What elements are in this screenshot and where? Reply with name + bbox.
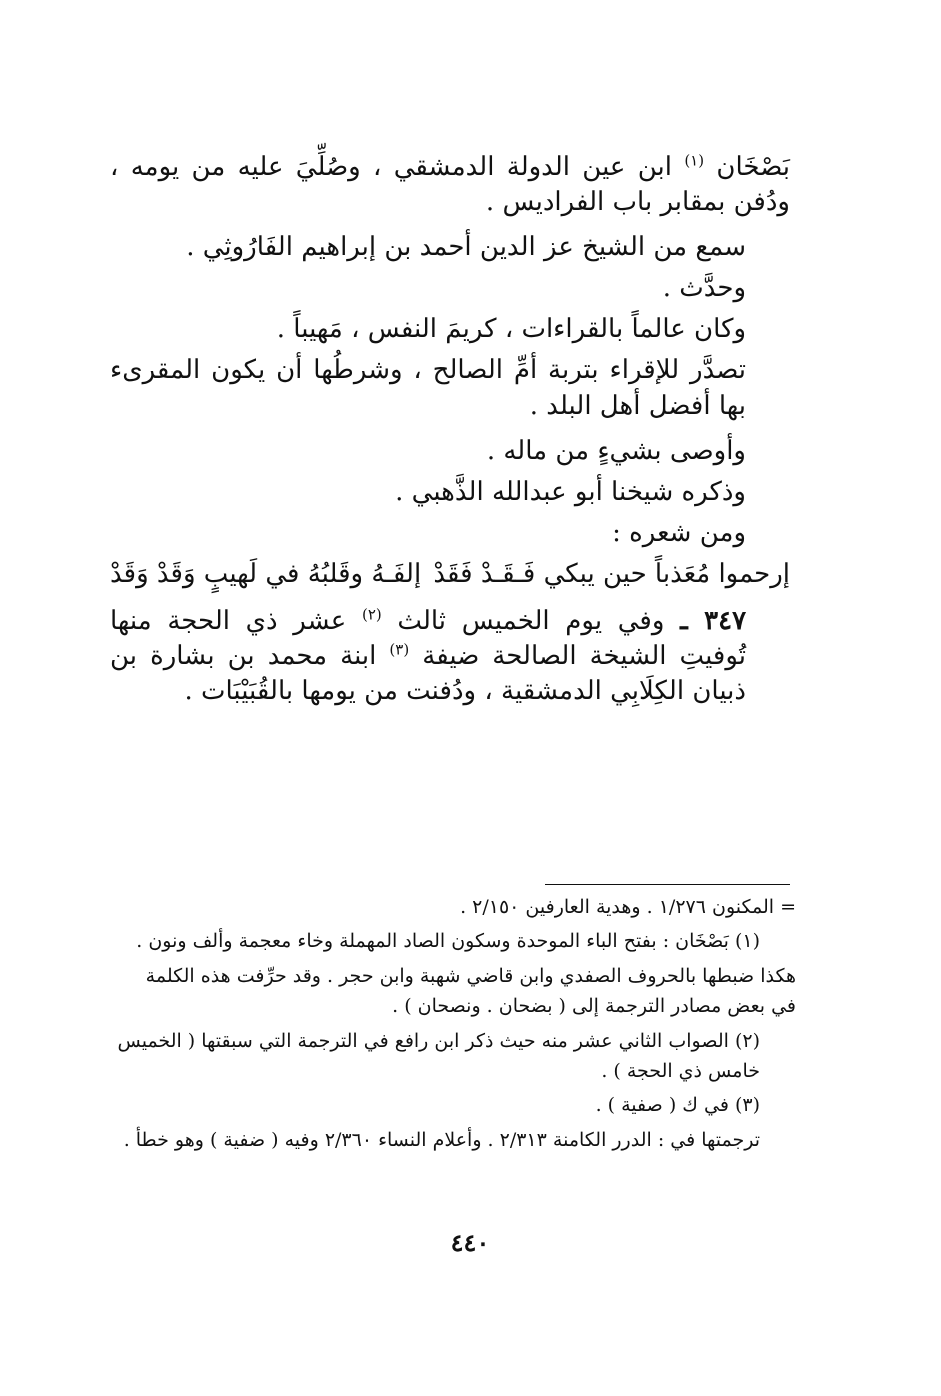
poem-verse (110, 557, 790, 592)
text-span: وفي يوم الخميس ثالث (397, 606, 665, 637)
footnote: = المكنون ١/٢٧٦ . وهدية العارفين ٢/١٥٠ . (460, 896, 796, 918)
footnotes (116, 892, 796, 1159)
footnote-reference: (٢) (361, 605, 382, 624)
text-span: ابنة محمد بن بشارة بن ذبيان الكِلَابِي الدمشقية ، ودُفنت من يومها بالقُبَيْبَات . (110, 641, 746, 707)
paragraph (110, 150, 790, 220)
paragraph: ومن شعره : (612, 517, 746, 548)
paragraph: وكان عالماً بالقراءات ، كريمَ النفس ، مَهيباً . (276, 314, 746, 345)
paragraph: وذكره شيخنا أبو عبدالله الذَّهبي . (395, 476, 746, 507)
paragraph: سمع من الشيخ عز الدين أحمد بن إبراهيم الفَارُوثِي . (186, 232, 746, 263)
poem-first-hemistich: إرحموا مُعَذباً حين يبكي فَـقَـدْ فَقَدْ (433, 558, 790, 589)
footnote: هكذا ضبطها بالحروف الصفدي وابن قاضي شهبة وابن حجر . وقد حرِّفت هذه الكلمة في بعض مصادر الترجمة إلى ( بضحان . ونصحان ) . (145, 964, 796, 1018)
entry-number: ٣٤٧ ـ (680, 606, 747, 637)
footnote: (١) بَصْخَان : بفتح الباء الموحدة وسكون الصاد المهملة وخاء معجمة وألف ونون . (136, 930, 760, 953)
page-number: ٤٤٠ (450, 1228, 490, 1257)
footnote: (٣) في ك ( صفية ) . (595, 1094, 760, 1117)
poem-second-hemistich: إلفَـهُ وقَلبُهُ في لَهيبٍ وَقَدْ وَقَدْ (110, 558, 422, 589)
footnote-separator (545, 884, 790, 885)
footnote: ترجمتها في : الدرر الكامنة ٢/٣١٣ . وأعلام النساء ٢/٣٦٠ وفيه ( ضفية ) وهو خطأ . (123, 1128, 760, 1151)
footnote-reference: (٣) (389, 640, 410, 659)
paragraph: تصدَّر للإقراء بتربة أمِّ الصالح ، وشرطُها أن يكون المقرىء بها أفضل أهل البلد . (110, 355, 746, 421)
paragraph: وأوصى بشيءٍ من ماله . (486, 435, 746, 466)
footnote-reference: (١) (684, 151, 705, 170)
footnote: (٢) الصواب الثاني عشر منه حيث ذكر ابن رافع في الترجمة التي سبقتها ( الخميس خامس ذي الحجة ) . (117, 1029, 760, 1082)
main-text (110, 150, 790, 719)
text-span: عشر ذي الحجة منها تُوفيتِ الشيخة الصالحة ضيفة (110, 606, 747, 672)
paragraph: وحدَّث . (662, 273, 746, 304)
entry-paragraph (110, 604, 790, 709)
text-span: ابن عين الدولة الدمشقي ، وصُلِّيَ عليه من يومه ، ودُفن بمقابر باب الفراديس . (110, 152, 790, 218)
text-span: بَصْخَان (716, 152, 790, 182)
